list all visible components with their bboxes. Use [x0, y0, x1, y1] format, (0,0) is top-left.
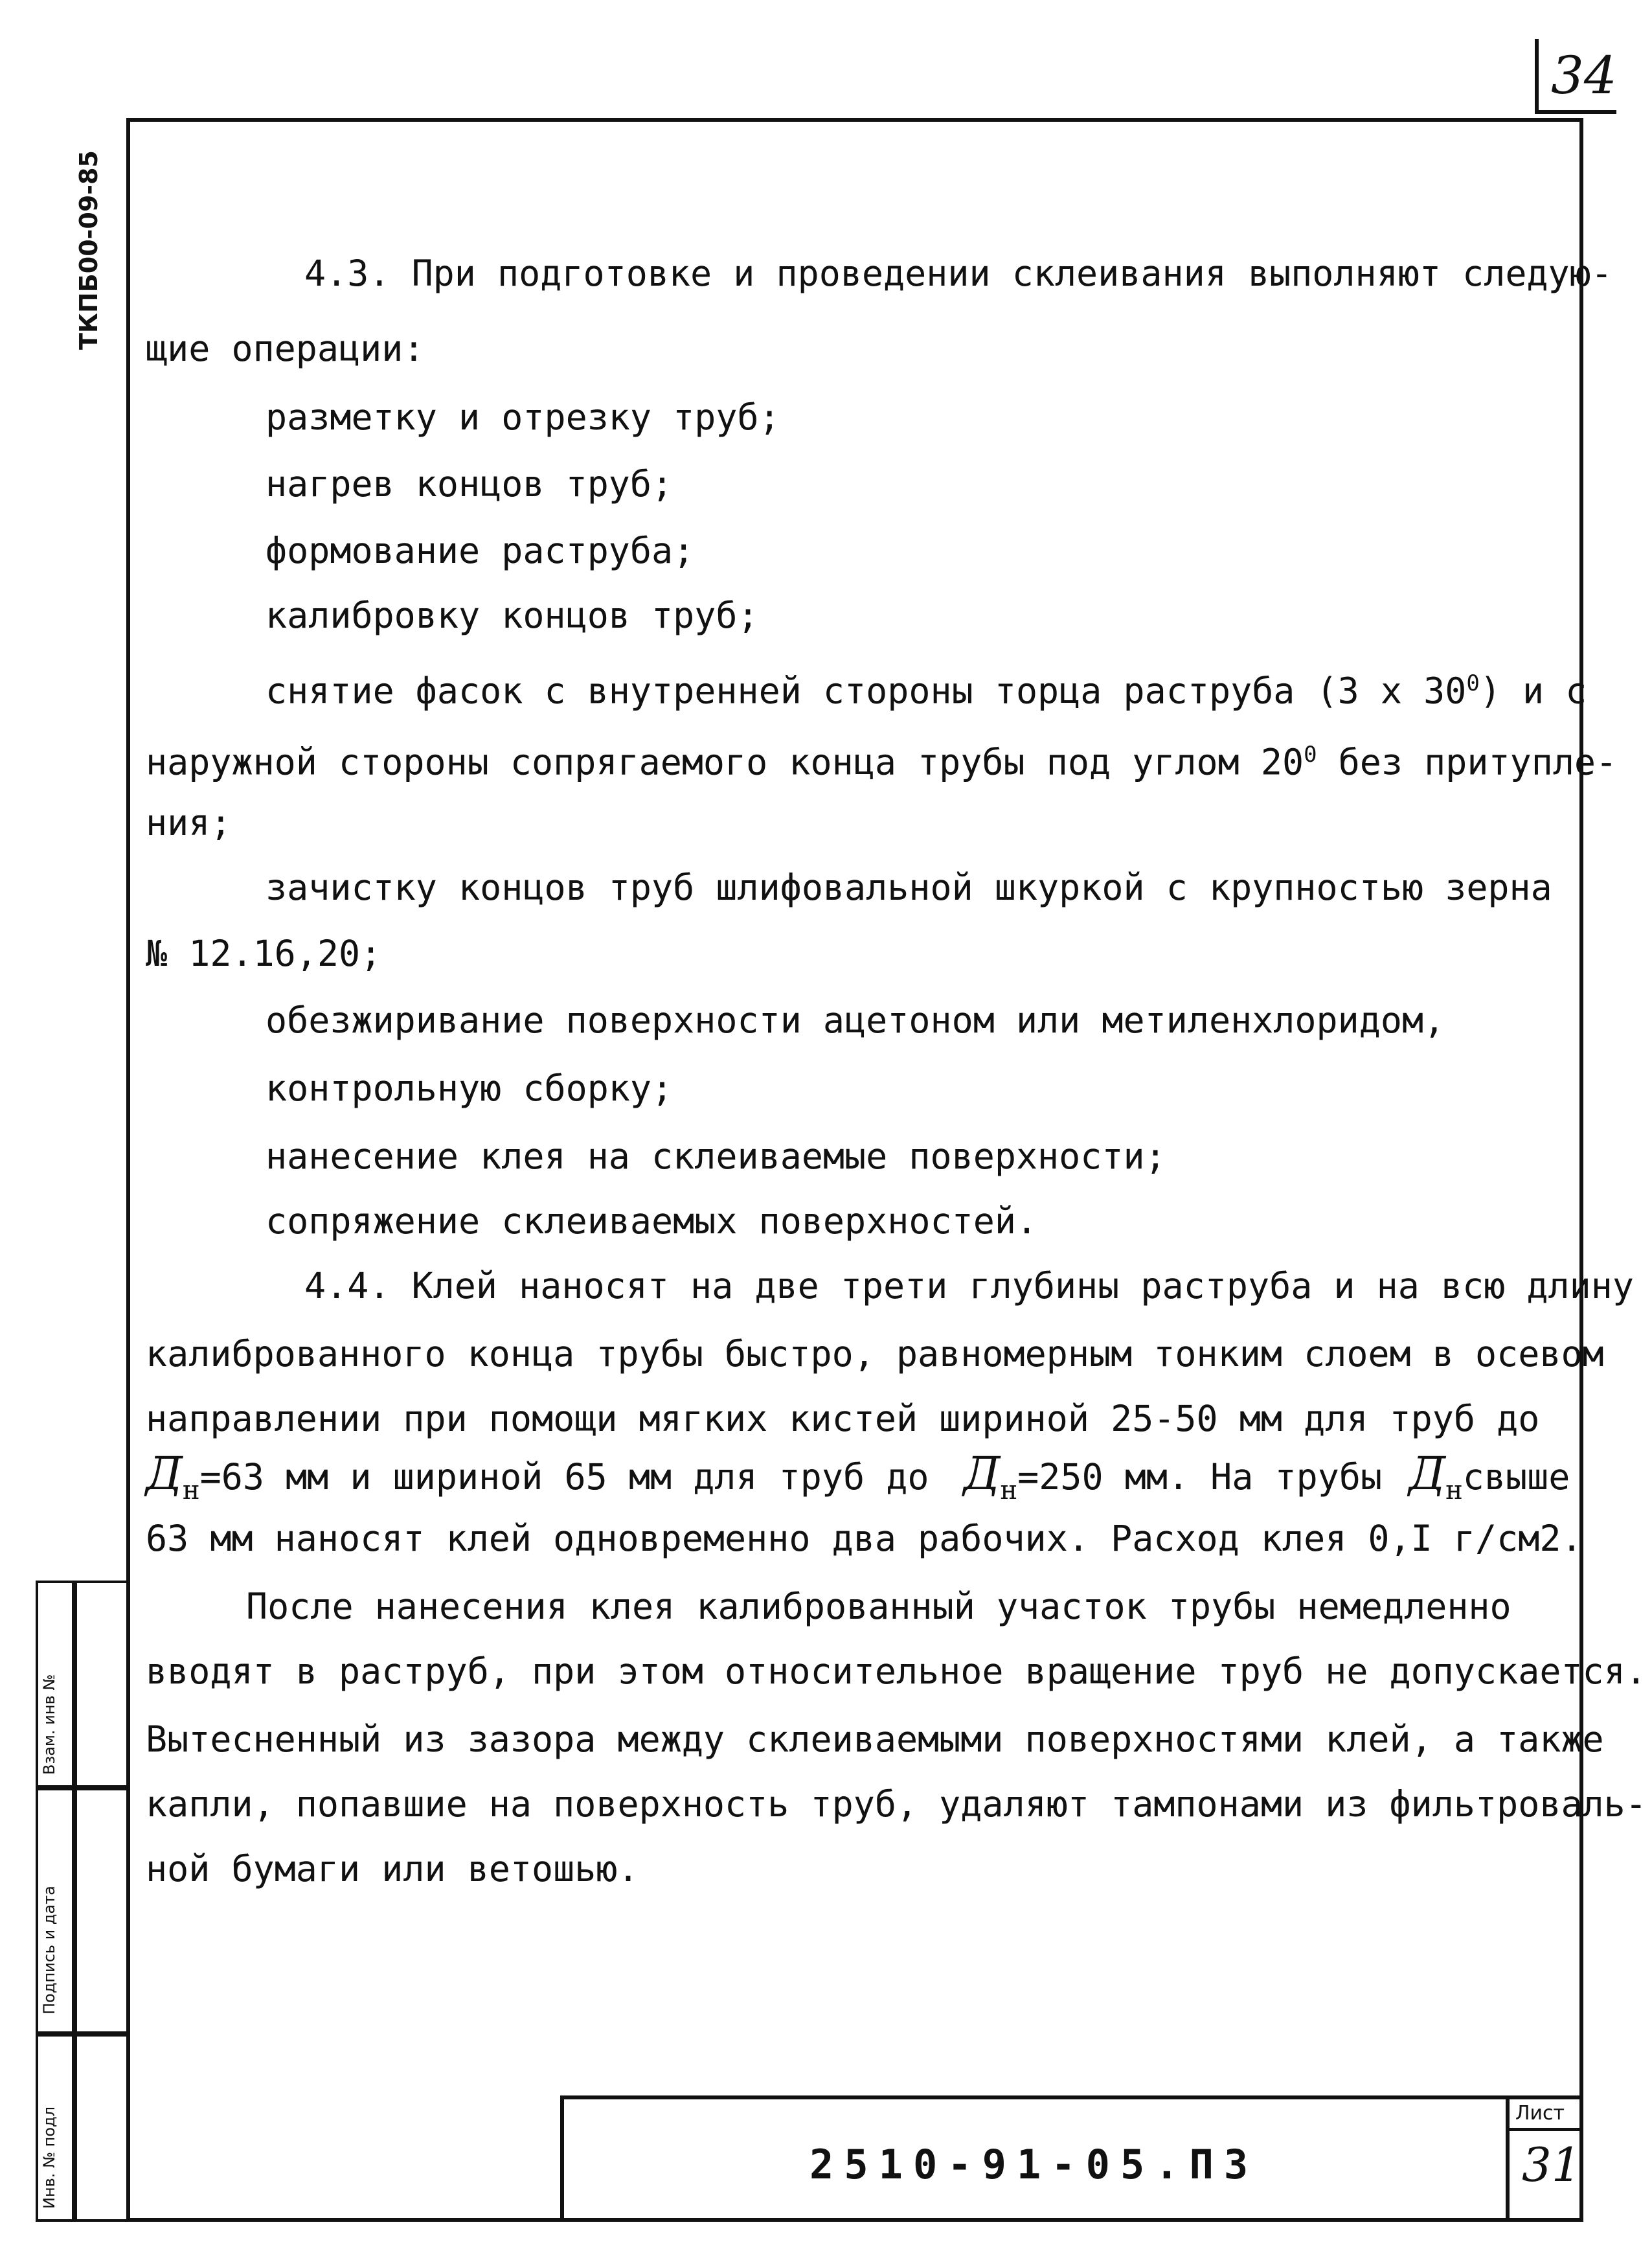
- list-item: сопряжение склеиваемых поверхностей.: [266, 1200, 1038, 1242]
- text-line: направлении при помощи мягких кистей шириной 25-50 мм для труб до: [146, 1398, 1540, 1439]
- list-item: формование раструба;: [266, 530, 695, 571]
- sheet-label: Лист: [1515, 2102, 1565, 2125]
- sheet-number: 31: [1522, 2138, 1581, 2192]
- degree-mark: 0: [1466, 670, 1480, 696]
- list-item: разметку и отрезку труб;: [266, 396, 780, 438]
- dn-letter: Д: [1409, 1447, 1446, 1500]
- degree-mark: 0: [1304, 742, 1317, 768]
- dn-letter: Д: [963, 1447, 1001, 1500]
- list-item: обезжиривание поверхности ацетоном или метиленхлоридом,: [266, 999, 1445, 1041]
- text-line: капли, попавшие на поверхность труб, удаляют тампонами из фильтроваль-: [146, 1783, 1647, 1825]
- text-line: 4.3. При подготовке и проведении склеивания выполняют следую-: [304, 253, 1612, 294]
- list-item: нагрев концов труб;: [266, 463, 673, 505]
- text-fragment: свыше: [1462, 1456, 1570, 1498]
- list-item: контрольную сборку;: [266, 1067, 673, 1109]
- text-fragment: ) и с: [1479, 670, 1587, 712]
- side-stamp-label-sign: Подпись и дата: [40, 1886, 58, 2015]
- dn-symbol: [1409, 1447, 1463, 1505]
- text-fragment: =250 мм. На трубы: [1017, 1456, 1383, 1498]
- dn-subscript: н: [1000, 1476, 1018, 1505]
- text-line: ния;: [146, 802, 232, 843]
- text-line: [266, 664, 1587, 710]
- text-line: После нанесения клея калиброванный участок трубы немедленно: [246, 1586, 1511, 1627]
- side-stamp-cell-sign-value: [74, 1788, 130, 2034]
- document-code: 2510-91-05.ПЗ: [809, 2141, 1259, 2188]
- text-line: зачистку концов труб шлифовальной шкуркой с крупностью зерна: [266, 867, 1552, 908]
- list-item: калибровку концов труб;: [266, 595, 759, 636]
- text-fragment: наружной стороны сопрягаемого конца трубы под углом 20: [146, 741, 1304, 783]
- dn-symbol: [963, 1447, 1018, 1505]
- dn-symbol: [146, 1447, 200, 1505]
- list-item: нанесение клея на склеиваемые поверхности;: [266, 1136, 1166, 1177]
- text-line: ной бумаги или ветошью.: [146, 1848, 639, 1889]
- text-line: [146, 1447, 1570, 1510]
- text-line: 63 мм наносят клей одновременно два рабочих. Расход клея 0,I г/см2.: [146, 1518, 1583, 1559]
- side-stamp-label-replace: Взам. инв №: [40, 1674, 58, 1775]
- side-stamp-cell-replace-value: [74, 1581, 130, 1788]
- side-document-code: ТКПБ00-09-85: [74, 150, 103, 350]
- text-line: 4.4. Клей наносят на две трети глубины раструба и на всю длину: [304, 1265, 1634, 1307]
- dn-subscript: н: [1445, 1476, 1463, 1505]
- text-fragment: снятие фасок с внутренней стороны торца раструба (3 x 30: [266, 670, 1467, 712]
- corner-page-number: 34: [1551, 45, 1617, 106]
- title-block-sheet-divider: [1506, 2128, 1583, 2131]
- text-line: вводят в раструб, при этом относительное вращение труб не допускается.: [146, 1650, 1647, 1692]
- text-line: калиброванного конца трубы быстро, равномерным тонким слоем в осевом: [146, 1333, 1604, 1375]
- side-stamp-label-inv: Инв. № подл: [40, 2106, 58, 2209]
- text-line: № 12.16,20;: [146, 933, 382, 974]
- text-line: Вытесненный из зазора между склеиваемыми поверхностями клей, а также: [146, 1718, 1604, 1760]
- dn-letter: Д: [146, 1447, 183, 1500]
- text-fragment: =63 мм и шириной 65 мм для труб до: [199, 1456, 929, 1498]
- dn-subscript: н: [182, 1476, 200, 1505]
- text-fragment: без притупле-: [1317, 741, 1618, 783]
- side-stamp-cell-inv-value: [74, 2034, 130, 2222]
- text-line: щие операции:: [146, 328, 425, 369]
- text-line: [146, 735, 1617, 781]
